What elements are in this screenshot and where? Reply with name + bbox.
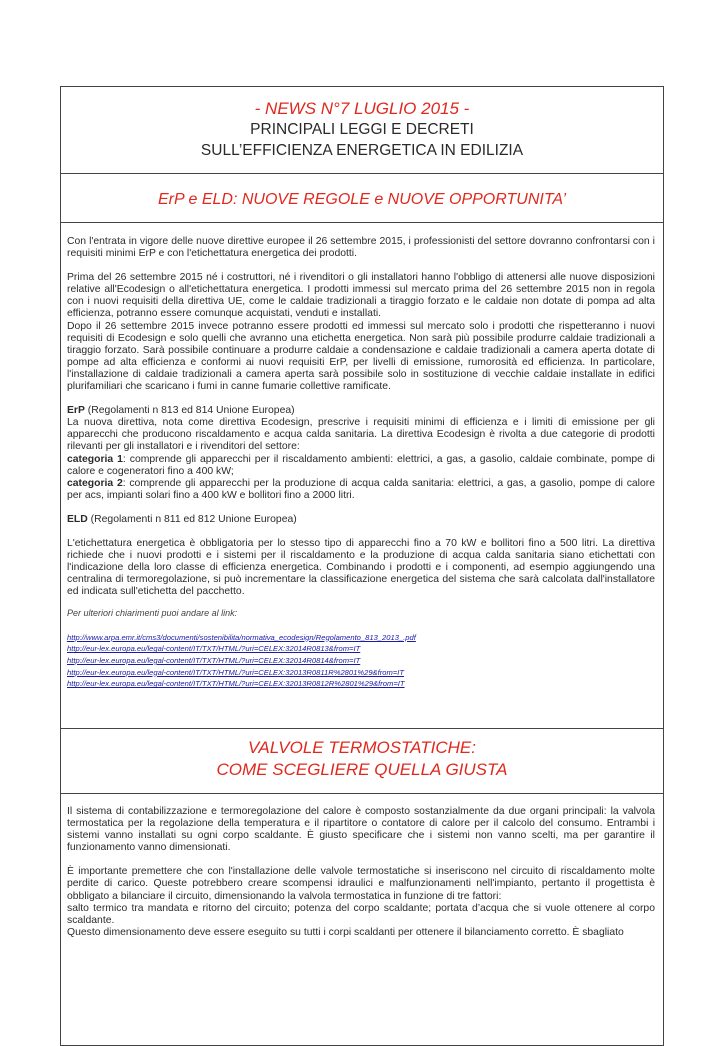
section2-heading-line2: COME SCEGLIERE QUELLA GIUSTA <box>216 760 508 779</box>
news-title: - NEWS N°7 LUGLIO 2015 - <box>254 99 470 118</box>
erp-label: ErP <box>67 405 85 417</box>
paragraph: Il sistema di contabilizzazione e termoregolazione del calore è composto sostanzialmente da due organi principali: la valvola termostatica per la regolazione della temperatura e il ripartitore o contatore di calore per il calcolo del consumo. Entrambi i sistemi vanno installati su ogni corpo scaldante. È giusto specificare che i sistemi non vanno scelti, ma per garantire il funzionamento vanno dimensionati. <box>67 806 655 854</box>
section2-heading-line1: VALVOLE TERMOSTATICHE: <box>248 738 476 757</box>
section2-heading <box>61 737 663 781</box>
reference-link[interactable]: http://eur-lex.europa.eu/legal-content/IT/TXT/HTML/?uri=CELEX:32013R0812R%2801%29&from=IT <box>67 679 405 689</box>
news-header <box>61 99 663 161</box>
paragraph: La nuova direttiva, nota come direttiva Ecodesign, prescrive i requisiti minimi di efficienza e i limiti di emissione per gli apparecchi che producono riscaldamento e acqua calda sanitaria. La direttiva Ecodesign è rivolta a due categorie di prodotti rilevanti per gli installatori e i rivenditori del settore: <box>67 417 655 453</box>
section1-heading: ErP e ELD: NUOVE REGOLE e NUOVE OPPORTUNITA’ <box>157 191 567 208</box>
links-list <box>67 632 655 691</box>
paragraph: salto termico tra mandata e ritorno del circuito; potenza del corpo scaldante; portata d’acqua che si vuole ottenere al corpo scaldante. <box>67 902 655 926</box>
divider <box>61 793 663 794</box>
header-title-line2: SULL’EFFICIENZA ENERGETICA IN EDILIZIA <box>200 142 524 159</box>
paragraph: L'etichettatura energetica è obbligatoria per lo stesso tipo di apparecchi fino a 70 kW e bollitori fino a 500 litri. La direttiva richiede che i nuovi prodotti e i sistemi per il riscaldamento e la produzione di acqua calda sanitaria siano etichettati con l'indicazione della loro classe di efficienza energetica. Combinando i prodotti e i componenti, ad esempio aggiungendo una centralina di termoregolazione, si può incrementare la classificazione energetica del sistema che sarà calcolata dall'installatore ed indicata sull'etichetta del pacchetto. <box>67 537 655 598</box>
category-1-label: categoria 1 <box>67 453 123 465</box>
reference-link[interactable]: http://eur-lex.europa.eu/legal-content/IT/TXT/HTML/?uri=CELEX:32014R0813&from=IT <box>67 644 361 654</box>
paragraph: Dopo il 26 settembre 2015 invece potranno essere prodotti ed immessi sul mercato solo i prodotti che rispetteranno i nuovi requisiti di Ecodesign e solo quelli che avranno una etichetta energetica. Non sarà più possibile produrre caldaie tradizionali a tiraggio forzato. Sarà possibile continuare a produrre caldaie a condensazione e caldaie tradizionali a camera aperta dotate di pompe ad alta efficienza e conformi ai nuovi requisiti ErP, per livelli di emissione, rumorosità ed efficienza. In particolare, l'installazione di caldaie tradizionali a camera aperta sarà possibile solo in sostituzione di vecchie caldaie installate in edifici plurifamiliari che scaricano i fumi in canne fumarie collettive ramificate. <box>67 320 655 393</box>
section2-body <box>67 806 655 939</box>
eld-heading <box>67 514 655 526</box>
paragraph: Prima del 26 settembre 2015 né i costruttori, né i rivenditori o gli installatori hanno l'obbligo di attenersi alle nuove disposizioni relative all'Ecodesign o all'etichettatura energetica. I prodotti immessi sul mercato prima del 26 settembre 2015 non in regola con i nuovi requisiti della direttiva UE, come le caldaie tradizionali a tiraggio forzato e le caldaie non dotate di pompa ad alta efficienza, potranno essere comunque acquistati, venduti e installati. <box>67 272 655 320</box>
divider <box>61 222 663 223</box>
reference-link[interactable]: http://eur-lex.europa.eu/legal-content/IT/TXT/HTML/?uri=CELEX:32014R0814&from=IT <box>67 655 361 665</box>
category-1 <box>67 454 655 478</box>
eld-label: ELD <box>67 513 88 525</box>
links-intro: Per ulteriori chiarimenti puoi andare al link: <box>67 608 238 619</box>
document-frame <box>60 86 664 1046</box>
category-1-text: : comprende gli apparecchi per il riscaldamento ambienti: elettrici, a gas, a gasolio, caldaie combinate, pompe di calore e cogeneratori fino a 400 kW; <box>67 453 655 477</box>
header-title-line1: PRINCIPALI LEGGI E DECRETI <box>250 121 474 138</box>
divider <box>61 173 663 174</box>
erp-heading <box>67 405 655 417</box>
divider <box>61 728 663 729</box>
paragraph: Con l'entrata in vigore delle nuove direttive europee il 26 settembre 2015, i professionisti del settore dovranno confrontarsi con i requisiti minimi ErP e con l'etichettatura energetica dei prodotti. <box>67 236 655 260</box>
paragraph: È importante premettere che con l'installazione delle valvole termostatiche si inseriscono nel circuito di riscaldamento molte perdite di carico. Queste potrebbero creare scompensi idraulici e malfunzionamenti nell'impianto, pertanto il progettista è obbligato a bilanciare il circuito, dimensionando la valvola termostatica in funzione di tre fattori: <box>67 866 655 902</box>
paragraph: Questo dimensionamento deve essere eseguito su tutti i corpi scaldanti per ottenere il bilanciamento corretto. È sbagliato <box>67 926 624 938</box>
section1-body <box>67 236 655 690</box>
eld-reference: (Regolamenti n 811 ed 812 Unione Europea) <box>87 513 297 525</box>
reference-link[interactable]: http://eur-lex.europa.eu/legal-content/IT/TXT/HTML/?uri=CELEX:32013R0811R%2801%29&from=IT <box>67 667 404 677</box>
reference-link[interactable]: http://www.arpa.emr.it/cms3/documenti/sostenibilita/normativa_ecodesign/Regolamento_813_2013_.pdf <box>67 632 416 642</box>
category-2-label: categoria 2 <box>67 477 123 489</box>
erp-reference: (Regolamenti n 813 ed 814 Unione Europea) <box>84 405 295 417</box>
category-2 <box>67 478 655 502</box>
category-2-text: : comprende gli apparecchi per la produzione di acqua calda sanitaria: elettrici, a gas, a gasolio, pompe di calore per acs, impianti solari fino a 400 kW e bollitori fino a 2000 litri. <box>67 477 655 501</box>
